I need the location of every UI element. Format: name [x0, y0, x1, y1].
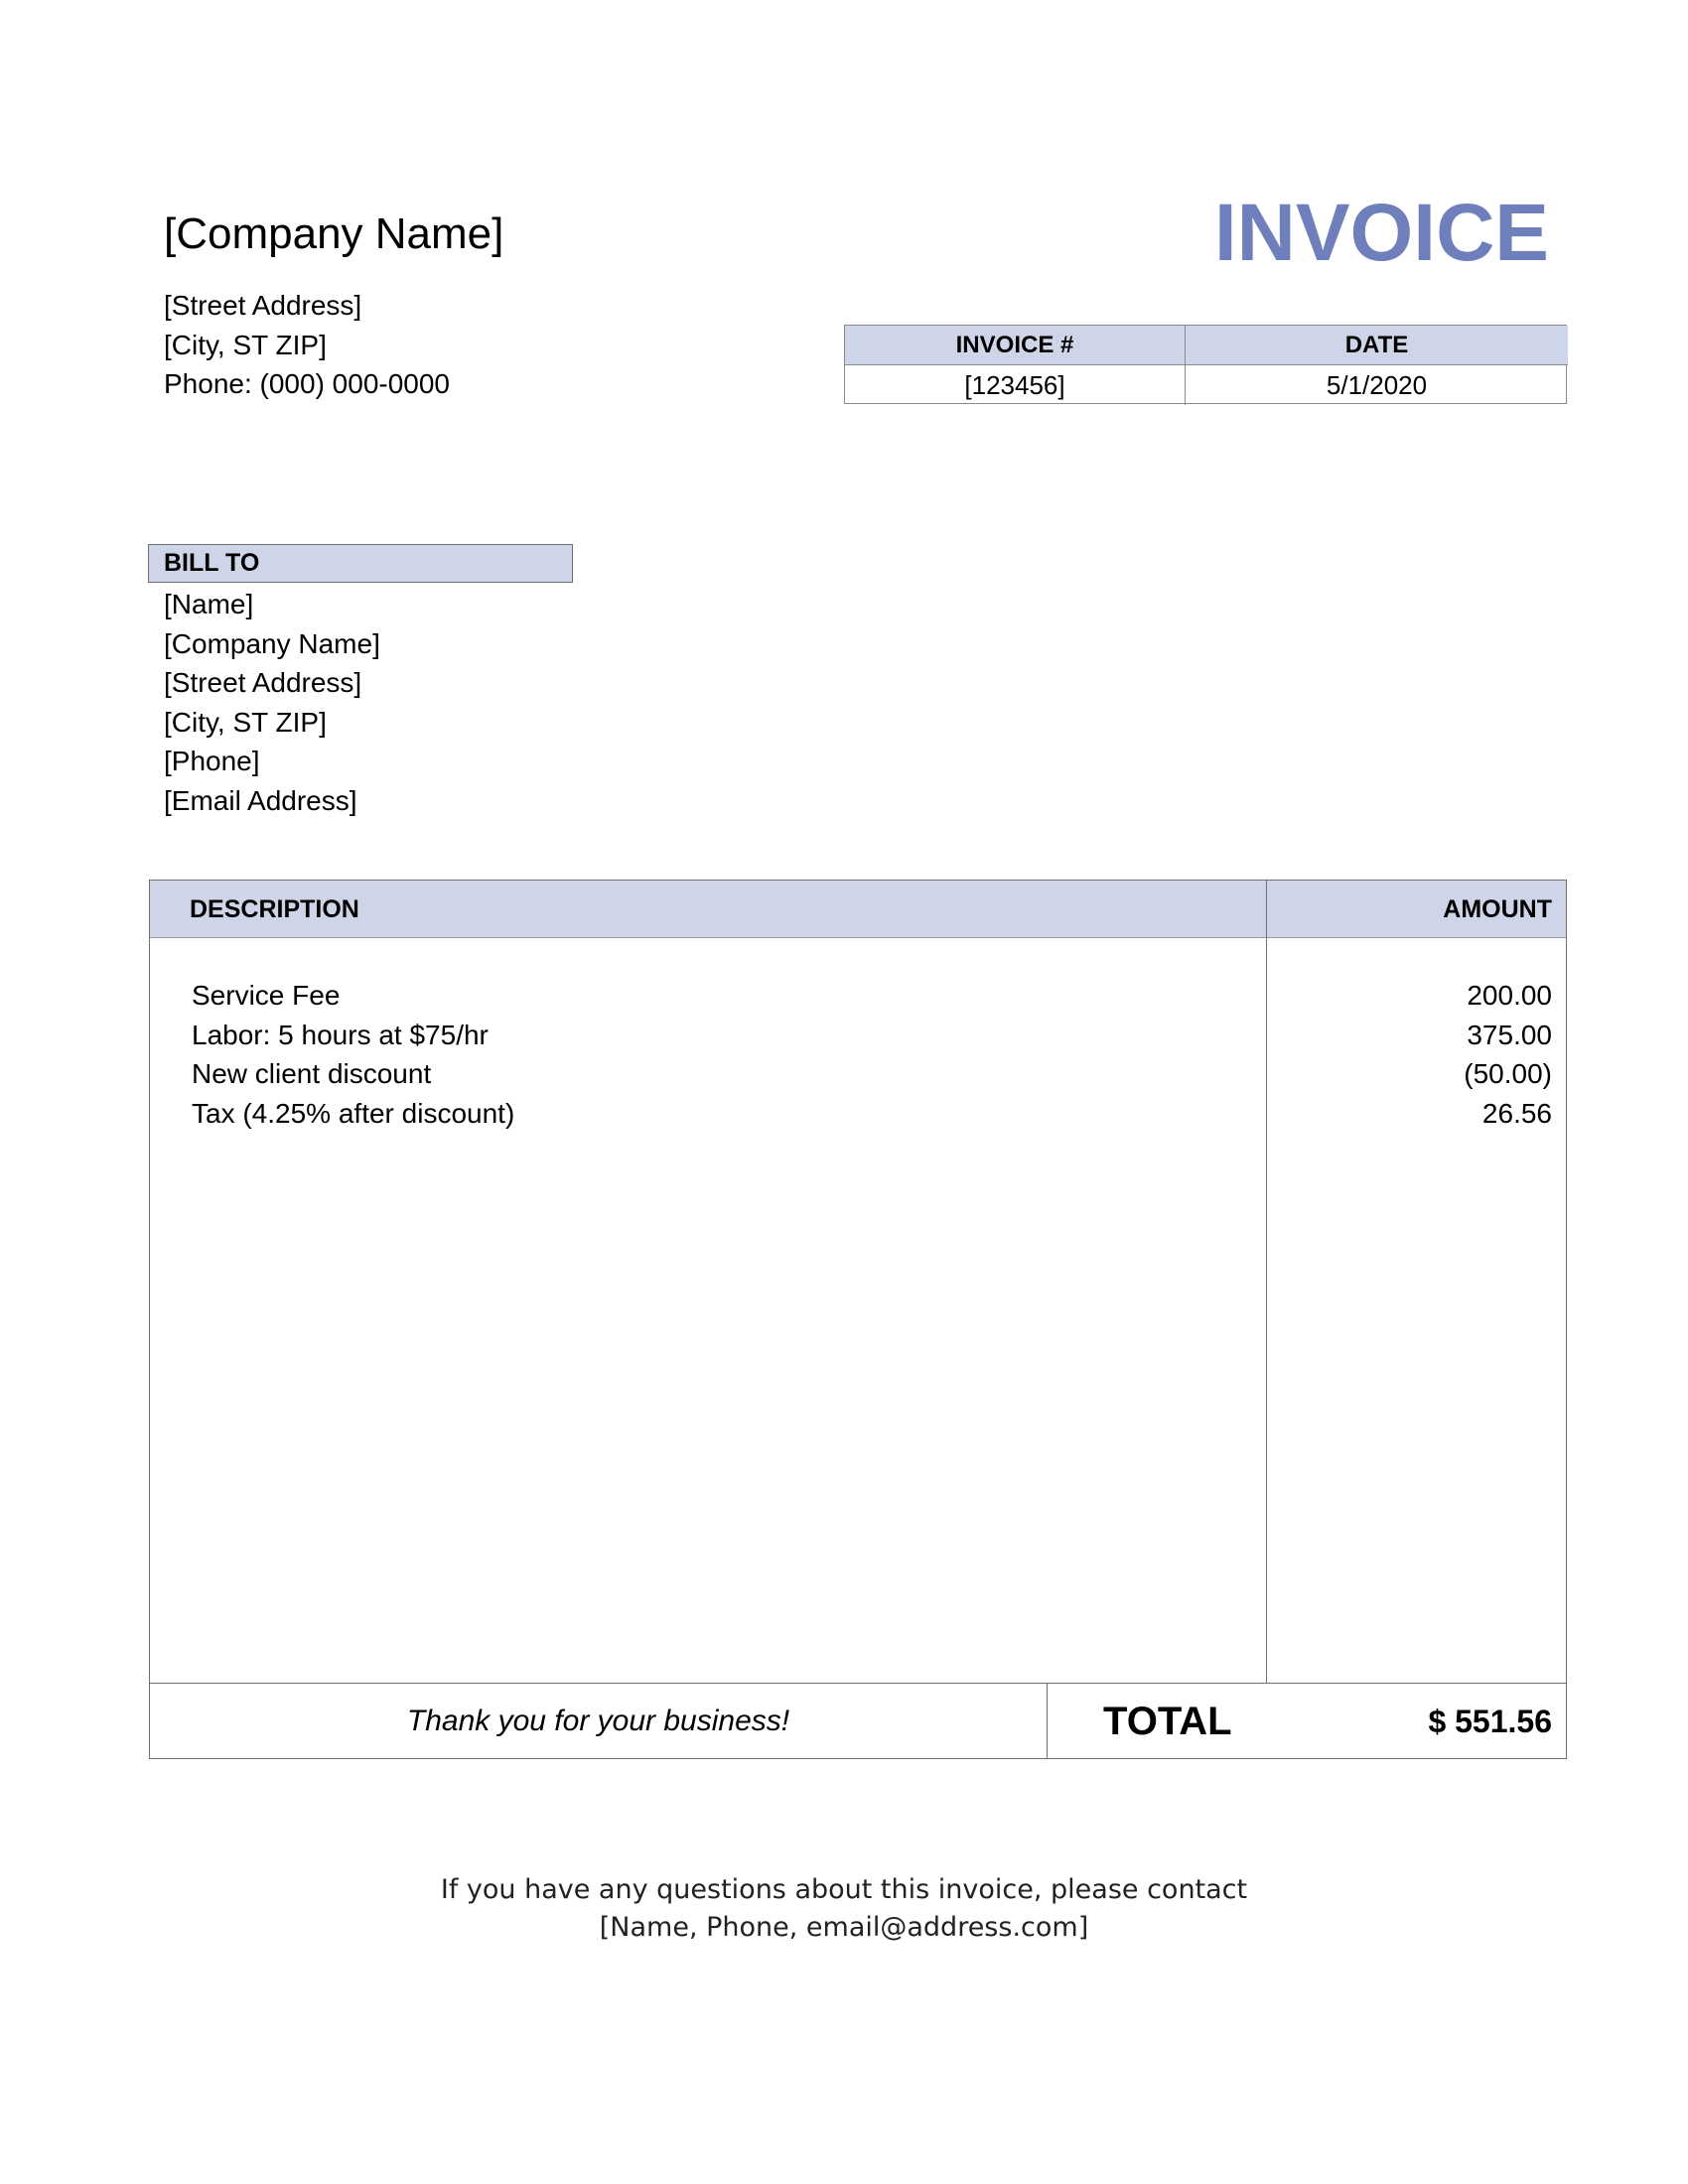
item-amounts — [1464, 976, 1552, 1133]
item-amount: 375.00 — [1467, 1019, 1552, 1050]
date-label: DATE — [1186, 326, 1568, 365]
item-amount: (50.00) — [1464, 1058, 1552, 1089]
total-value: $ 551.56 — [1428, 1703, 1552, 1739]
item-descriptions — [192, 976, 514, 1133]
description-header: DESCRIPTION — [190, 894, 359, 923]
line-items-header — [150, 881, 1566, 938]
bill-to-name: [Name] — [164, 589, 254, 619]
company-phone: Phone: (000) 000-0000 — [164, 368, 450, 399]
total-label: TOTAL — [1103, 1699, 1232, 1743]
bill-to-phone: [Phone] — [164, 746, 260, 776]
item-description: New client discount — [192, 1058, 432, 1089]
bill-to-city: [City, ST ZIP] — [164, 706, 327, 738]
invoice-meta-table — [844, 325, 1567, 404]
totals-row — [150, 1683, 1566, 1758]
bill-to-street: [Street Address] — [164, 667, 362, 698]
bill-to-details — [164, 585, 380, 820]
contact-line-2: [Name, Phone, email@address.com] — [599, 1912, 1089, 1943]
company-street: [Street Address] — [164, 290, 362, 321]
invoice-number-label: INVOICE # — [845, 326, 1186, 365]
item-description: Tax (4.25% after discount) — [192, 1097, 515, 1129]
item-description: Service Fee — [192, 980, 341, 1011]
line-items-table — [149, 880, 1567, 1759]
amount-header: AMOUNT — [1443, 894, 1552, 923]
bill-to-company: [Company Name] — [164, 627, 380, 659]
item-amount: 200.00 — [1467, 980, 1552, 1011]
item-amount: 26.56 — [1481, 1097, 1552, 1129]
company-city: [City, ST ZIP] — [164, 329, 327, 360]
bill-to-email: [Email Address] — [164, 784, 357, 816]
company-address — [164, 286, 450, 404]
company-name: [Company Name] — [164, 209, 504, 258]
date-value: 5/1/2020 — [1326, 369, 1428, 400]
column-divider — [1266, 881, 1267, 1683]
contact-info — [0, 1871, 1688, 1947]
bill-to-label: BILL TO — [148, 544, 573, 583]
item-description: Labor: 5 hours at $75/hr — [192, 1019, 489, 1050]
contact-line-1: If you have any questions about this invoice, please contact — [440, 1874, 1248, 1905]
invoice-title: INVOICE — [1213, 188, 1549, 278]
thank-you-message: Thank you for your business! — [150, 1684, 1048, 1759]
invoice-number-value: [123456] — [845, 365, 1186, 405]
